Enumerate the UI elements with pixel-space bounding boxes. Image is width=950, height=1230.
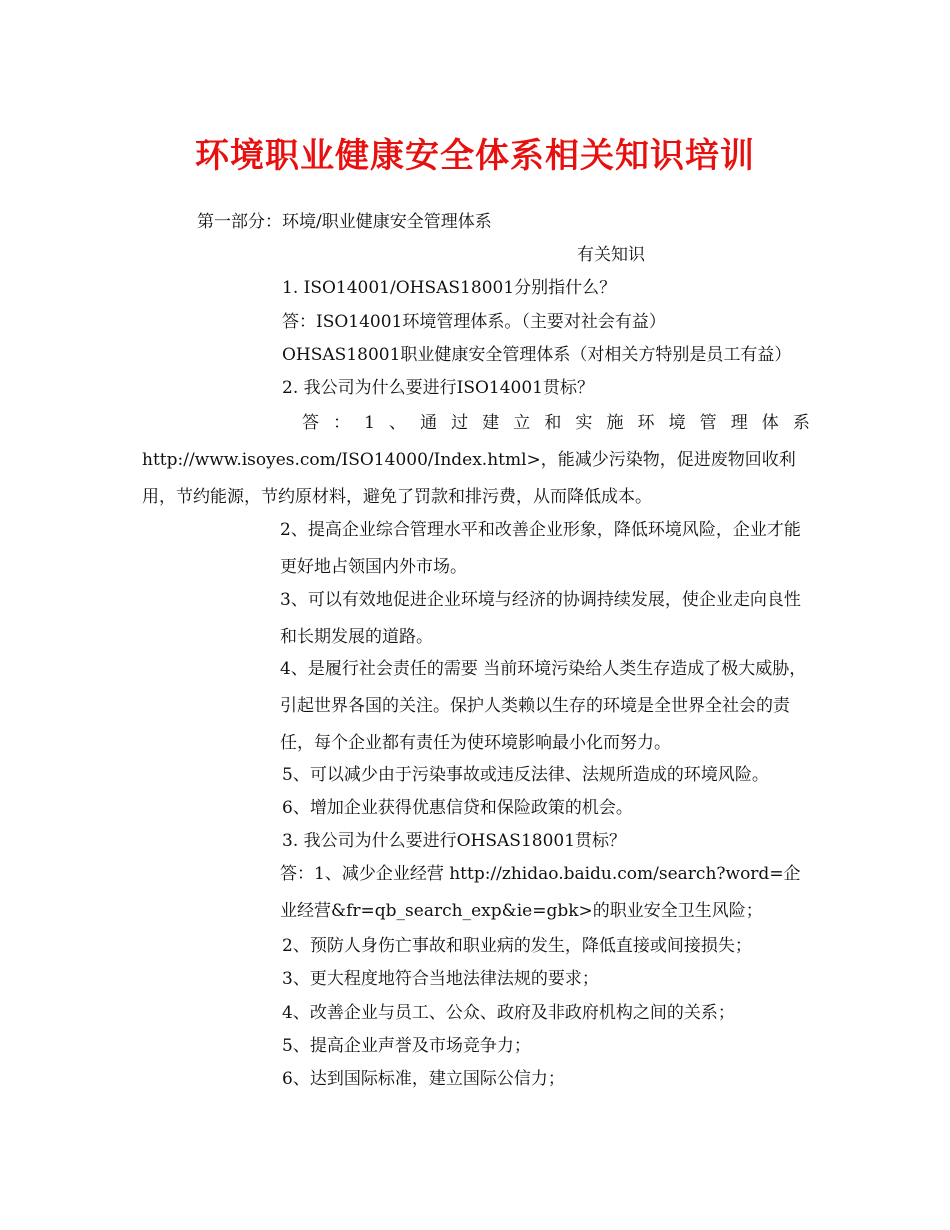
q3-answer-5: 5、提高企业声誉及市场竞争力；	[282, 1036, 531, 1056]
lead-char: 答	[302, 413, 319, 433]
q2-answer-2-text: 2、提高企业综合管理水平和改善企业形象，降低环境风险，企业才能更好地占领国内外市场。	[280, 520, 801, 577]
lead-char: 施	[606, 413, 624, 433]
q2-answer-5: 5、可以减少由于污染事故或违反法律、法规所造成的环境风险。	[282, 765, 769, 785]
q3-answer-3: 3、更大程度地符合当地法律法规的要求；	[282, 969, 599, 989]
lead-char: 环	[637, 413, 655, 433]
q2-answer-4-text: 4、是履行社会责任的需要 当前环境污染给人类生存造成了极大威胁，引起世界各国的关注。保护人类赖以生存的环境是全世界全社会的责任，每个企业都有责任为使环境影响最小化而努力。	[280, 659, 807, 753]
q1-answer-a: 答：ISO14001环境管理体系。（主要对社会有益）	[282, 312, 666, 332]
q2-answer-1-lead	[142, 405, 810, 442]
q2-answer-1	[142, 405, 810, 516]
lead-char: 管	[699, 413, 717, 433]
q2-answer-2	[142, 512, 810, 586]
lead-char: ：	[333, 413, 351, 433]
q3-question: 3. 我公司为什么要进行OHSAS18001贯标？	[282, 831, 627, 851]
lead-char: 、	[389, 413, 407, 433]
lead-char: 通	[420, 413, 438, 433]
lead-char: 体	[761, 413, 779, 433]
lead-char: 建	[482, 413, 500, 433]
q2-answer-1-text: http://www.isoyes.com/ISO14000/Index.html>，能减少污染物，促进废物回收利用，节约能源，节约原材料，避免了罚款和排污费，从而降低成本。	[142, 450, 796, 507]
lead-char: 过	[451, 413, 469, 433]
q2-answer-4	[142, 651, 810, 762]
document-title: 环境职业健康安全体系相关知识培训	[195, 136, 755, 176]
lead-char: 系	[792, 413, 810, 433]
q1-answer-b: OHSAS18001职业健康安全管理体系（对相关方特别是员工有益）	[282, 345, 792, 365]
q2-question: 2. 我公司为什么要进行ISO14001贯标？	[282, 378, 595, 398]
q2-answer-6: 6、增加企业获得优惠信贷和保险政策的机会。	[282, 798, 633, 818]
lead-char: 和	[544, 413, 562, 433]
q1-question: 1. ISO14001/OHSAS18001分别指什么？	[282, 278, 617, 298]
q2-answer-3-text: 3、可以有效地促进企业环境与经济的协调持续发展，使企业走向良性和长期发展的道路。	[280, 590, 801, 647]
lead-char: 境	[668, 413, 686, 433]
part-heading: 第一部分：环境/职业健康安全管理体系	[197, 212, 492, 232]
lead-char: 1	[364, 413, 375, 433]
q3-answer-6: 6、达到国际标准，建立国际公信力；	[282, 1069, 565, 1089]
lead-char: 立	[513, 413, 531, 433]
q3-answer-4: 4、改善企业与员工、公众、政府及非政府机构之间的关系；	[282, 1003, 735, 1023]
q2-answer-3	[142, 582, 810, 656]
q3-answer-1	[142, 856, 810, 930]
lead-char: 理	[730, 413, 748, 433]
q3-answer-2: 2、预防人身伤亡事故和职业病的发生，降低直接或间接损失；	[282, 936, 752, 956]
q3-answer-1-text: 答：1、减少企业经营 http://zhidao.baidu.com/search?word=企业经营&fr=qb_search_exp&ie=gbk>的职业安全卫生风险；	[280, 864, 801, 921]
lead-char: 实	[575, 413, 593, 433]
part-subheading: 有关知识	[577, 245, 645, 265]
